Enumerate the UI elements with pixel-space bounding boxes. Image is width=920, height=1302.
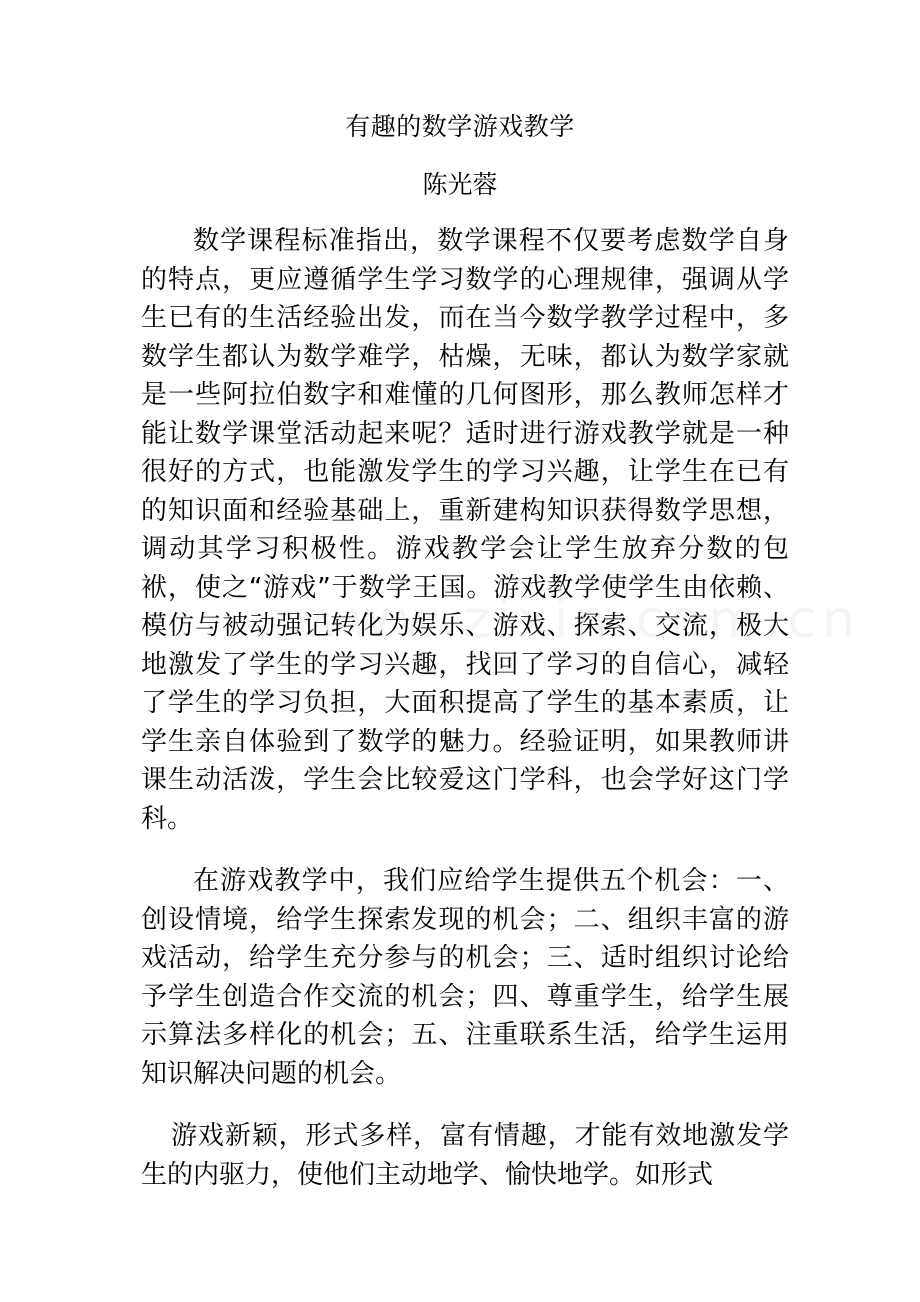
document-author: 陈光蓉 [422,170,498,199]
document-title: 有趣的数学游戏教学 [345,112,575,141]
document-body [141,222,789,1194]
paragraph-3: 游戏新颖，形式多样，富有情趣，才能有效地激发学生的内驱力，使他们主动地学、愉快地学。如形式 [141,1121,789,1190]
paragraph-1: 数学课程标准指出，数学课程不仅要考虑数学自身的特点，更应遵循学生学习数学的心理规律，强调从学生已有的生活经验出发，而在当今数学教学过程中，多数学生都认为数学难学，枯燥，无味，都认为数学家就是一些阿拉伯数字和难懂的几何图形，那么教师怎样才能让数学课堂活动起来呢？适时进行游戏教学就是一种很好的方式，也能激发学生的学习兴趣，让学生在已有的知识面和经验基础上，重新建构知识获得数学思想，调动其学习积极性。游戏教学会让学生放弃分数的包袱，使之“游戏”于数学王国。游戏教学使学生由依赖、模仿与被动强记转化为娱乐、游戏、探索、交流，极大地激发了学生的学习兴趣，找回了学习的自信心，减轻了学生的学习负担，大面积提高了学生的基本素质，让学生亲自体验到了数学的魅力。经验证明，如果教师讲课生动活泼，学生会比较爱这门学科，也会学好这门学科。 [141,226,789,834]
paragraph-2: 在游戏教学中，我们应给学生提供五个机会：一、创设情境，给学生探索发现的机会；二、组织丰富的游戏活动，给学生充分参与的机会；三、适时组织讨论给予学生创造合作交流的机会；四、尊重学生，给学生展示算法多样化的机会；五、注重联系生活，给学生运用知识解决问题的机会。 [141,866,789,1089]
